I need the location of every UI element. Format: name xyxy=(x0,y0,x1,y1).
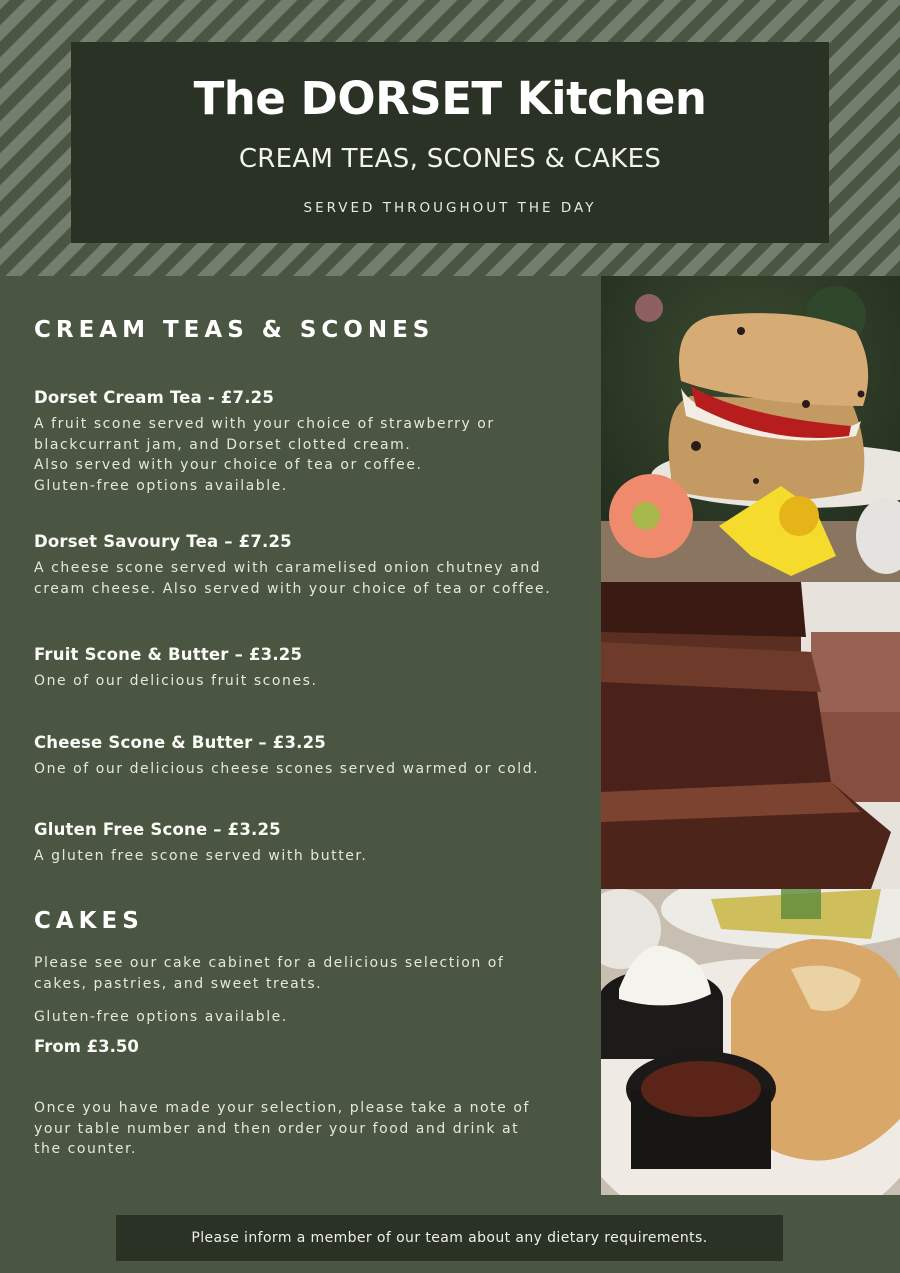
cakes-description xyxy=(34,953,594,994)
description-line: One of our delicious cheese scones served warmed or cold. xyxy=(34,761,540,777)
photo-cream-tea-scone xyxy=(601,276,900,582)
description-line: blackcurrant jam, and Dorset clotted cream. xyxy=(34,436,412,453)
menu-item-dorset-savoury-tea xyxy=(34,531,594,599)
description-line: A cheese scone served with caramelised onion chutney and xyxy=(34,560,542,576)
brand-subtitle: CREAM TEAS, SCONES & CAKES xyxy=(238,144,662,174)
ordering-instructions xyxy=(34,1098,594,1160)
section-heading-cakes: CAKES xyxy=(34,908,144,934)
menu-item-title: Dorset Cream Tea - £7.25 xyxy=(34,388,275,407)
brand-title: The DORSET Kitchen xyxy=(193,72,707,125)
menu-item-description xyxy=(34,558,594,599)
description-line: One of our delicious fruit scones. xyxy=(34,673,318,689)
menu-item-description xyxy=(34,671,594,692)
menu-item-description xyxy=(34,846,594,867)
menu-item-fruit-scone xyxy=(34,644,594,692)
description-line: A gluten free scone served with butter. xyxy=(34,848,368,864)
description-line: the counter. xyxy=(34,1141,138,1158)
menu-item-cheese-scone xyxy=(34,732,594,780)
brownies-image xyxy=(601,582,900,889)
photo-brownies xyxy=(601,582,900,889)
menu-item-title: Gluten Free Scone – £3.25 xyxy=(34,820,281,839)
dietary-requirements-notice: Please inform a member of our team about any dietary requirements. xyxy=(116,1215,783,1261)
menu-item-title: Fruit Scone & Butter – £3.25 xyxy=(34,645,303,664)
menu-item-description xyxy=(34,414,594,496)
menu-item-gluten-free-scone xyxy=(34,819,594,867)
description-line: A fruit scone served with your choice of strawberry or xyxy=(34,416,495,432)
description-line: Once you have made your selection, please take a note of xyxy=(34,1100,530,1116)
description-line: Gluten-free options available. xyxy=(34,477,288,494)
onion-chutney-pot xyxy=(626,1051,776,1169)
scone-with-flowers-image xyxy=(601,276,900,582)
menu-item-dorset-cream-tea xyxy=(34,387,594,496)
description-line: cream cheese. Also served with your choice of tea or coffee. xyxy=(34,580,552,597)
cakes-price: From £3.50 xyxy=(34,1037,139,1056)
menu-item-title: Cheese Scone & Butter – £3.25 xyxy=(34,733,326,752)
menu-item-description xyxy=(34,759,594,780)
description-line: Also served with your choice of tea or coffee. xyxy=(34,457,423,474)
brand-tagline: SERVED THROUGHOUT THE DAY xyxy=(303,200,597,216)
primrose-flower xyxy=(609,474,693,558)
cheese-scone-with-chutney-image xyxy=(601,889,900,1195)
description-line: Please see our cake cabinet for a delicious selection of xyxy=(34,955,505,971)
cakes-gluten-free-note: Gluten-free options available. xyxy=(34,1009,288,1025)
photo-cheese-scone xyxy=(601,889,900,1195)
header-panel xyxy=(71,42,829,243)
section-heading-cream-teas: CREAM TEAS & SCONES xyxy=(34,317,435,343)
menu-item-title: Dorset Savoury Tea – £7.25 xyxy=(34,532,292,551)
description-line: cakes, pastries, and sweet treats. xyxy=(34,975,323,992)
description-line: your table number and then order your food and drink at xyxy=(34,1120,520,1137)
